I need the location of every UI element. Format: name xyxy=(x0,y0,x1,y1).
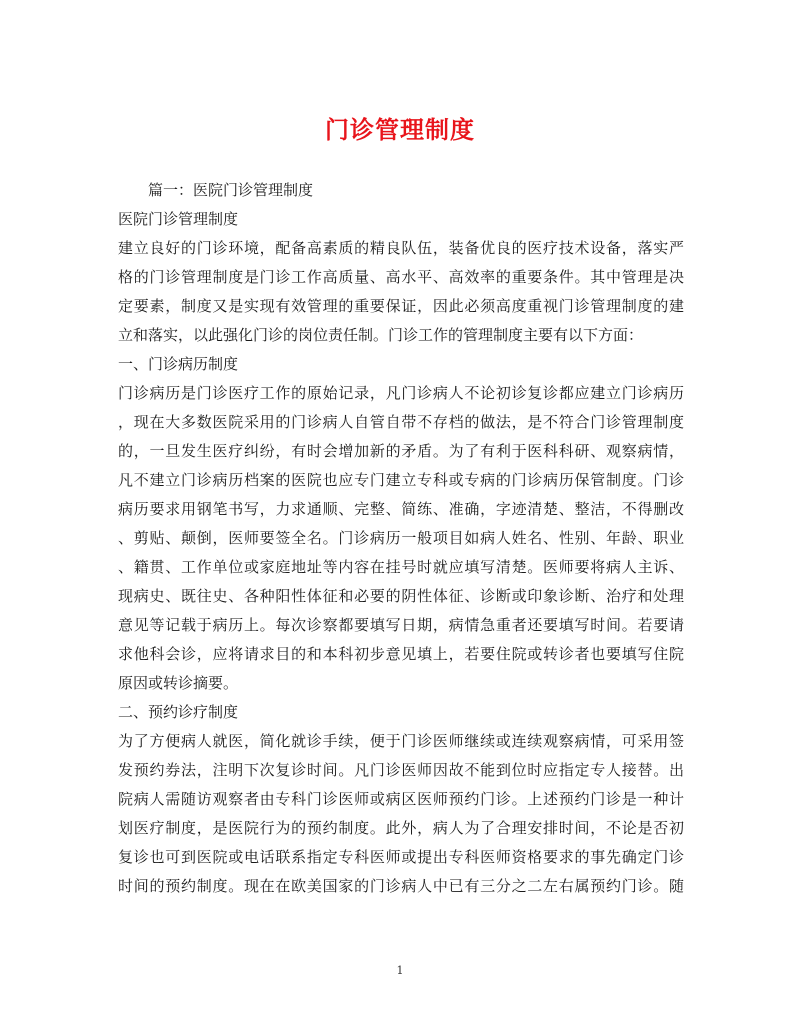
paragraph-line: 、籍贯、工作单位或家庭地址等内容在挂号时就应填写清楚。医师要将病人主诉、 xyxy=(118,558,684,576)
paragraph-line: 意见等记载于病历上。每次诊察都要填写日期，病情急重者还要填写时间。若要请 xyxy=(118,616,684,634)
paragraph-line: 为了方便病人就医，简化就诊手续，便于门诊医师继续或连续观察病情，可采用签 xyxy=(118,732,684,750)
section-heading: 二、预约诊疗制度 xyxy=(118,703,239,721)
paragraph-line: 的，一旦发生医疗纠纷，有时会增加新的矛盾。为了有利于医科科研、观察病情， xyxy=(118,442,684,460)
paragraph-line: 现病史、既往史、各种阳性体征和必要的阴性体征、诊断或印象诊断、治疗和处理 xyxy=(118,587,684,605)
paragraph-line: 病历要求用钢笔书写，力求通顺、完整、简练、准确，字迹清楚、整洁，不得删改 xyxy=(118,500,684,518)
paragraph-line: ，现在大多数医院采用的门诊病人自管自带不存档的做法，是不符合门诊管理制度 xyxy=(118,413,684,431)
paragraph-line: 原因或转诊摘要。 xyxy=(118,674,239,692)
document-title: 门诊管理制度 xyxy=(325,115,475,144)
paragraph-line: 发预约券法，注明下次复诊时间。凡门诊医师因故不能到位时应指定专人接替。出 xyxy=(118,761,684,779)
paragraph-line: 凡不建立门诊病历档案的医院也应专门建立专科或专病的门诊病历保管制度。门诊 xyxy=(118,471,684,489)
section-heading: 一、门诊病历制度 xyxy=(118,355,239,373)
paragraph-line: 定要素，制度又是实现有效管理的重要保证，因此必须高度重视门诊管理制度的建 xyxy=(118,297,684,315)
section-heading: 篇一：医院门诊管理制度 xyxy=(148,181,314,199)
paragraph-line: 划医疗制度，是医院行为的预约制度。此外，病人为了合理安排时间，不论是否初 xyxy=(118,819,684,837)
paragraph-line: 院病人需随访观察者由专科门诊医师或病区医师预约门诊。上述预约门诊是一种计 xyxy=(118,790,684,808)
paragraph-line: 时间的预约制度。现在在欧美国家的门诊病人中已有三分之二左右属预约门诊。随 xyxy=(118,877,684,895)
paragraph-line: 复诊也可到医院或电话联系指定专科医师或提出专科医师资格要求的事先确定门诊 xyxy=(118,848,684,866)
paragraph-line: 立和落实，以此强化门诊的岗位责任制。门诊工作的管理制度主要有以下方面： xyxy=(118,326,644,344)
page-number: 1 xyxy=(396,964,404,977)
paragraph-line: 门诊病历是门诊医疗工作的原始记录，凡门诊病人不论初诊复诊都应建立门诊病历 xyxy=(118,384,684,402)
document-body xyxy=(118,176,684,901)
subtitle: 医院门诊管理制度 xyxy=(118,210,239,228)
paragraph-line: 求他科会诊，应将请求目的和本科初步意见填上，若要住院或转诊者也要填写住院 xyxy=(118,645,684,663)
paragraph-line: 建立良好的门诊环境，配备高素质的精良队伍，装备优良的医疗技术设备，落实严 xyxy=(118,239,684,257)
paragraph-line: 格的门诊管理制度是门诊工作高质量、高水平、高效率的重要条件。其中管理是决 xyxy=(118,268,684,286)
paragraph-line: 、剪贴、颠倒，医师要签全名。门诊病历一般项目如病人姓名、性别、年龄、职业 xyxy=(118,529,684,547)
